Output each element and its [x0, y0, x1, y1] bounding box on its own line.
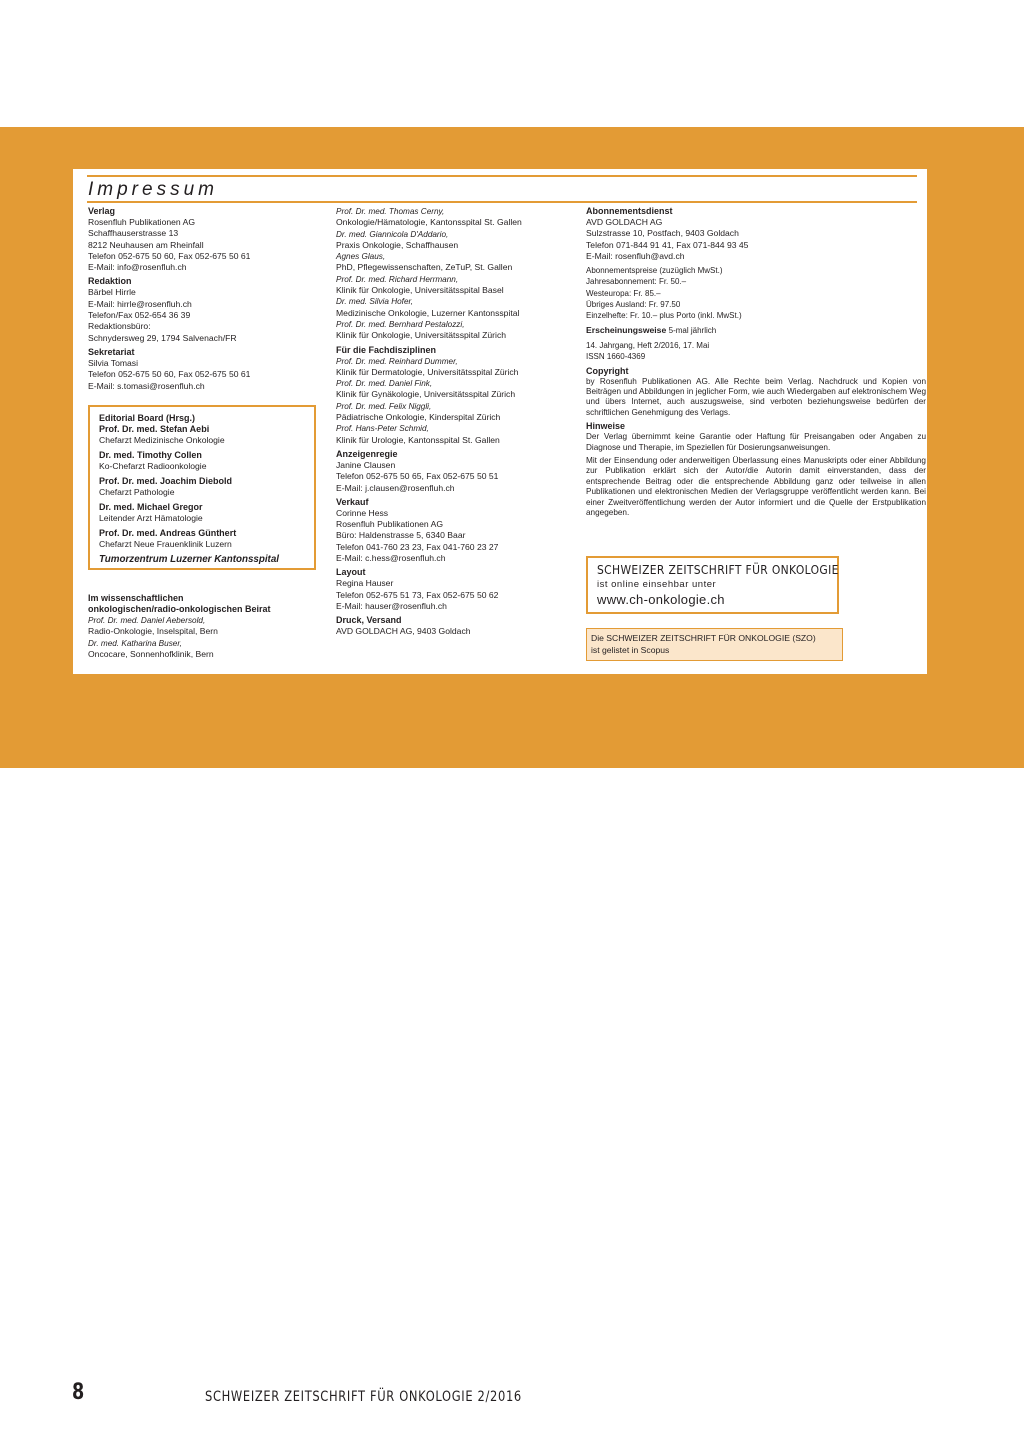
board-member-role: Chefarzt Neue Frauenklinik Luzern	[99, 539, 232, 549]
fach-member-inst: Klinik für Gynäkologie, Universitätsspital Zürich	[336, 389, 516, 400]
board-heading: Editorial Board (Hrsg.)	[99, 413, 196, 423]
impressum-header	[87, 175, 917, 203]
verkauf-line: Telefon 041-760 23 23, Fax 041-760 23 27	[336, 541, 499, 552]
website-link[interactable]: www.ch-onkologie.ch	[597, 592, 725, 607]
hinweise-text: Der Verlag übernimmt keine Garantie oder Haftung für Preisangaben oder Angaben zu Diagnose und Therapie, im Speziellen für Dosierungsanweisungen.	[586, 432, 926, 452]
layout-line: Regina Hauser	[336, 578, 394, 589]
abo-email: E-Mail: rosenfluh@avd.ch	[586, 250, 685, 261]
scopus-line: ist gelistet in Scopus	[591, 645, 670, 655]
beirat-member-name: Prof. Dr. med. Bernhard Pestalozzi,	[336, 319, 465, 329]
anzeigen-line: Telefon 052-675 50 65, Fax 052-675 50 51	[336, 471, 499, 482]
journal-footer-title: SCHWEIZER ZEITSCHRIFT FÜR ONKOLOGIE 2/2016	[205, 1389, 522, 1405]
sekretariat-heading: Sekretariat	[88, 346, 135, 357]
board-member-name: Prof. Dr. med. Stefan Aebi	[99, 424, 210, 434]
verkauf-line: Büro: Haldenstrasse 5, 6340 Baar	[336, 530, 466, 541]
beirat-member-inst: Radio-Onkologie, Inselspital, Bern	[88, 626, 218, 637]
redaktion-line: Redaktionsbüro:	[88, 321, 151, 332]
copyright-text: by Rosenfluh Publikationen AG. Alle Rechte beim Verlag. Nachdruck und Kopien von Beiträgen und Abbildungen in jeglicher Form, wie auch Wiedergaben auf elektronischem Weg und übers Internet, auch auszugsweise, sind verboten beziehungsweise bedürfen der schriftlichen Genehmigung des Verlags.	[586, 376, 926, 417]
price-line: Jahresabonnement: Fr. 50.–	[586, 277, 687, 287]
abo-line: Telefon 071-844 91 41, Fax 071-844 93 45	[586, 239, 749, 250]
redaktion-line: Bärbel Hirrle	[88, 287, 136, 298]
price-line: Westeuropa: Fr. 85.–	[586, 288, 661, 298]
verkauf-email: E-Mail: c.hess@rosenfluh.ch	[336, 553, 446, 564]
beirat-member-name: Dr. med. Giannicola D'Addario,	[336, 229, 449, 239]
scientific-board-intro	[88, 593, 323, 660]
abo-line: Sulzstrasse 10, Postfach, 9403 Goldach	[586, 228, 739, 239]
verkauf-heading: Verkauf	[336, 496, 369, 507]
sekretariat-email: E-Mail: s.tomasi@rosenfluh.ch	[88, 380, 205, 391]
layout-line: Telefon 052-675 51 73, Fax 052-675 50 62	[336, 589, 499, 600]
beirat-member-inst: Klinik für Onkologie, Universitätsspital Zürich	[336, 330, 507, 341]
fachdisziplinen-heading: Für die Fachdisziplinen	[336, 344, 437, 355]
layout-email: E-Mail: hauser@rosenfluh.ch	[336, 600, 447, 611]
online-box-title: SCHWEIZER ZEITSCHRIFT FÜR ONKOLOGIE	[597, 562, 839, 577]
board-member-role: Chefarzt Pathologie	[99, 487, 175, 497]
board-member-role: Leitender Arzt Hämatologie	[99, 513, 203, 523]
fach-member-name: Prof. Hans-Peter Schmid,	[336, 424, 429, 434]
layout-heading: Layout	[336, 567, 366, 578]
price-line: Übriges Ausland: Fr. 97.50	[586, 300, 681, 310]
issue-line: 14. Jahrgang, Heft 2/2016, 17. Mai	[586, 340, 710, 350]
beirat-member-inst: Medizinische Onkologie, Luzerner Kantonsspital	[336, 307, 520, 318]
board-member-name: Prof. Dr. med. Joachim Diebold	[99, 476, 233, 486]
sekretariat-line: Telefon 052-675 50 60, Fax 052-675 50 61	[88, 369, 251, 380]
beirat-member-inst: Onkologie/Hämatologie, Kantonsspital St. Gallen	[336, 217, 522, 228]
board-member-role: Chefarzt Medizinische Onkologie	[99, 435, 225, 445]
beirat-heading: onkologischen/radio-onkologischen Beirat	[88, 604, 271, 614]
beirat-member-inst: PhD, Pflegewissenschaften, ZeTuP, St. Gallen	[336, 262, 513, 273]
column-publisher	[88, 206, 323, 392]
sekretariat-line: Silvia Tomasi	[88, 357, 138, 368]
fach-member-inst: Klinik für Urologie, Kantonsspital St. Gallen	[336, 434, 500, 445]
issn-line: ISSN 1660-4369	[586, 352, 646, 362]
beirat-member-name: Dr. med. Silvia Hofer,	[336, 297, 414, 307]
druck-heading: Druck, Versand	[336, 615, 402, 626]
copyright-heading: Copyright	[586, 365, 629, 376]
verkauf-line: Rosenfluh Publikationen AG	[336, 519, 444, 530]
fach-member-name: Prof. Dr. med. Felix Niggli,	[336, 401, 432, 411]
impressum-panel	[73, 169, 927, 674]
editorial-board-box	[88, 405, 316, 570]
board-footer-label: Tumorzentrum Luzerner Kantonsspital	[99, 554, 279, 565]
price-line: Einzelhefte: Fr. 10.– plus Porto (inkl. MwSt.)	[586, 311, 742, 321]
hinweise-heading: Hinweise	[586, 421, 626, 432]
anzeigen-email: E-Mail: j.clausen@rosenfluh.ch	[336, 482, 455, 493]
beirat-heading: Im wissenschaftlichen	[88, 593, 184, 603]
board-member-name: Dr. med. Timothy Collen	[99, 450, 202, 460]
fach-member-inst: Pädiatrische Onkologie, Kinderspital Zürich	[336, 412, 501, 423]
fach-member-name: Prof. Dr. med. Reinhard Dummer,	[336, 356, 458, 366]
redaktion-heading: Redaktion	[88, 276, 132, 287]
abo-heading: Abonnementsdienst	[586, 206, 673, 216]
fach-member-inst: Klinik für Dermatologie, Universitätsspital Zürich	[336, 366, 519, 377]
board-member-role: Ko-Chefarzt Radioonkologie	[99, 461, 207, 471]
anzeigenregie-heading: Anzeigenregie	[336, 448, 398, 459]
redaktion-email: E-Mail: hirrle@rosenfluh.ch	[88, 298, 192, 309]
page-number: 8	[72, 1380, 85, 1405]
redaktion-line: Schnydersweg 29, 1794 Salvenach/FR	[88, 332, 237, 343]
scopus-notice-box	[586, 628, 843, 661]
impressum-title: Impressum	[88, 179, 218, 200]
erscheinungsweise-line	[586, 325, 926, 336]
header-rule-bottom	[87, 201, 917, 203]
erscheinungsweise-heading: Erscheinungsweise	[586, 324, 667, 335]
anzeigen-line: Janine Clausen	[336, 459, 396, 470]
verlag-line: 8212 Neuhausen am Rheinfall	[88, 239, 204, 250]
beirat-member-name: Prof. Dr. med. Daniel Aebersold,	[88, 616, 206, 625]
erscheinungsweise-value: 5-mal jährlich	[668, 325, 717, 335]
verlag-line: Rosenfluh Publikationen AG	[88, 217, 196, 227]
beirat-member-inst: Praxis Onkologie, Schaffhausen	[336, 239, 459, 250]
beirat-member-inst: Oncocare, Sonnenhofklinik, Bern	[88, 648, 214, 659]
scopus-line: Die SCHWEIZER ZEITSCHRIFT FÜR ONKOLOGIE (SZO)	[591, 633, 816, 643]
abo-line: AVD GOLDACH AG	[586, 217, 663, 227]
beirat-member-inst: Klinik für Onkologie, Universitätsspital Basel	[336, 285, 504, 296]
verlag-email: E-Mail: info@rosenfluh.ch	[88, 262, 187, 273]
beirat-member-name: Prof. Dr. med. Richard Herrmann,	[336, 274, 459, 284]
redaktion-line: Telefon/Fax 052-654 36 39	[88, 310, 191, 321]
verkauf-line: Corinne Hess	[336, 507, 389, 518]
verlag-line: Telefon 052-675 50 60, Fax 052-675 50 61	[88, 250, 251, 261]
online-box-subtitle: ist online einsehbar unter	[597, 579, 717, 590]
beirat-member-name: Prof. Dr. med. Thomas Cerny,	[336, 207, 445, 216]
column-board-services	[336, 206, 581, 638]
board-member-name: Prof. Dr. med. Andreas Günthert	[99, 528, 237, 538]
column-subscription	[586, 206, 926, 518]
board-member-name: Dr. med. Michael Gregor	[99, 502, 203, 512]
price-line: Abonnementspreise (zuzüglich MwSt.)	[586, 266, 723, 276]
beirat-member-name: Agnes Glaus,	[336, 252, 386, 262]
hinweise-text: Mit der Einsendung oder anderweitigen Überlassung eines Manuskripts oder einer Abbildung zur Publikation erklärt sich der Autor/die Autorin damit einverstanden, dass der entsprechende Beitrag oder die entsprechende Abbildung ganz oder teilweise in allen Publikationen und elektronischen Medien der Verlagsgruppe veröffentlicht werden kann. Bei einer Zweitveröffentlichung werden der Autor informiert und die Quelle der Erstpublikation angegeben.	[586, 456, 926, 518]
fach-member-name: Prof. Dr. med. Daniel Fink,	[336, 379, 433, 389]
verlag-heading: Verlag	[88, 206, 116, 216]
verlag-line: Schaffhauserstrasse 13	[88, 228, 179, 239]
beirat-member-name: Dr. med. Katharina Buser,	[88, 638, 182, 648]
online-info-box	[586, 556, 839, 614]
druck-line: AVD GOLDACH AG, 9403 Goldach	[336, 626, 471, 637]
